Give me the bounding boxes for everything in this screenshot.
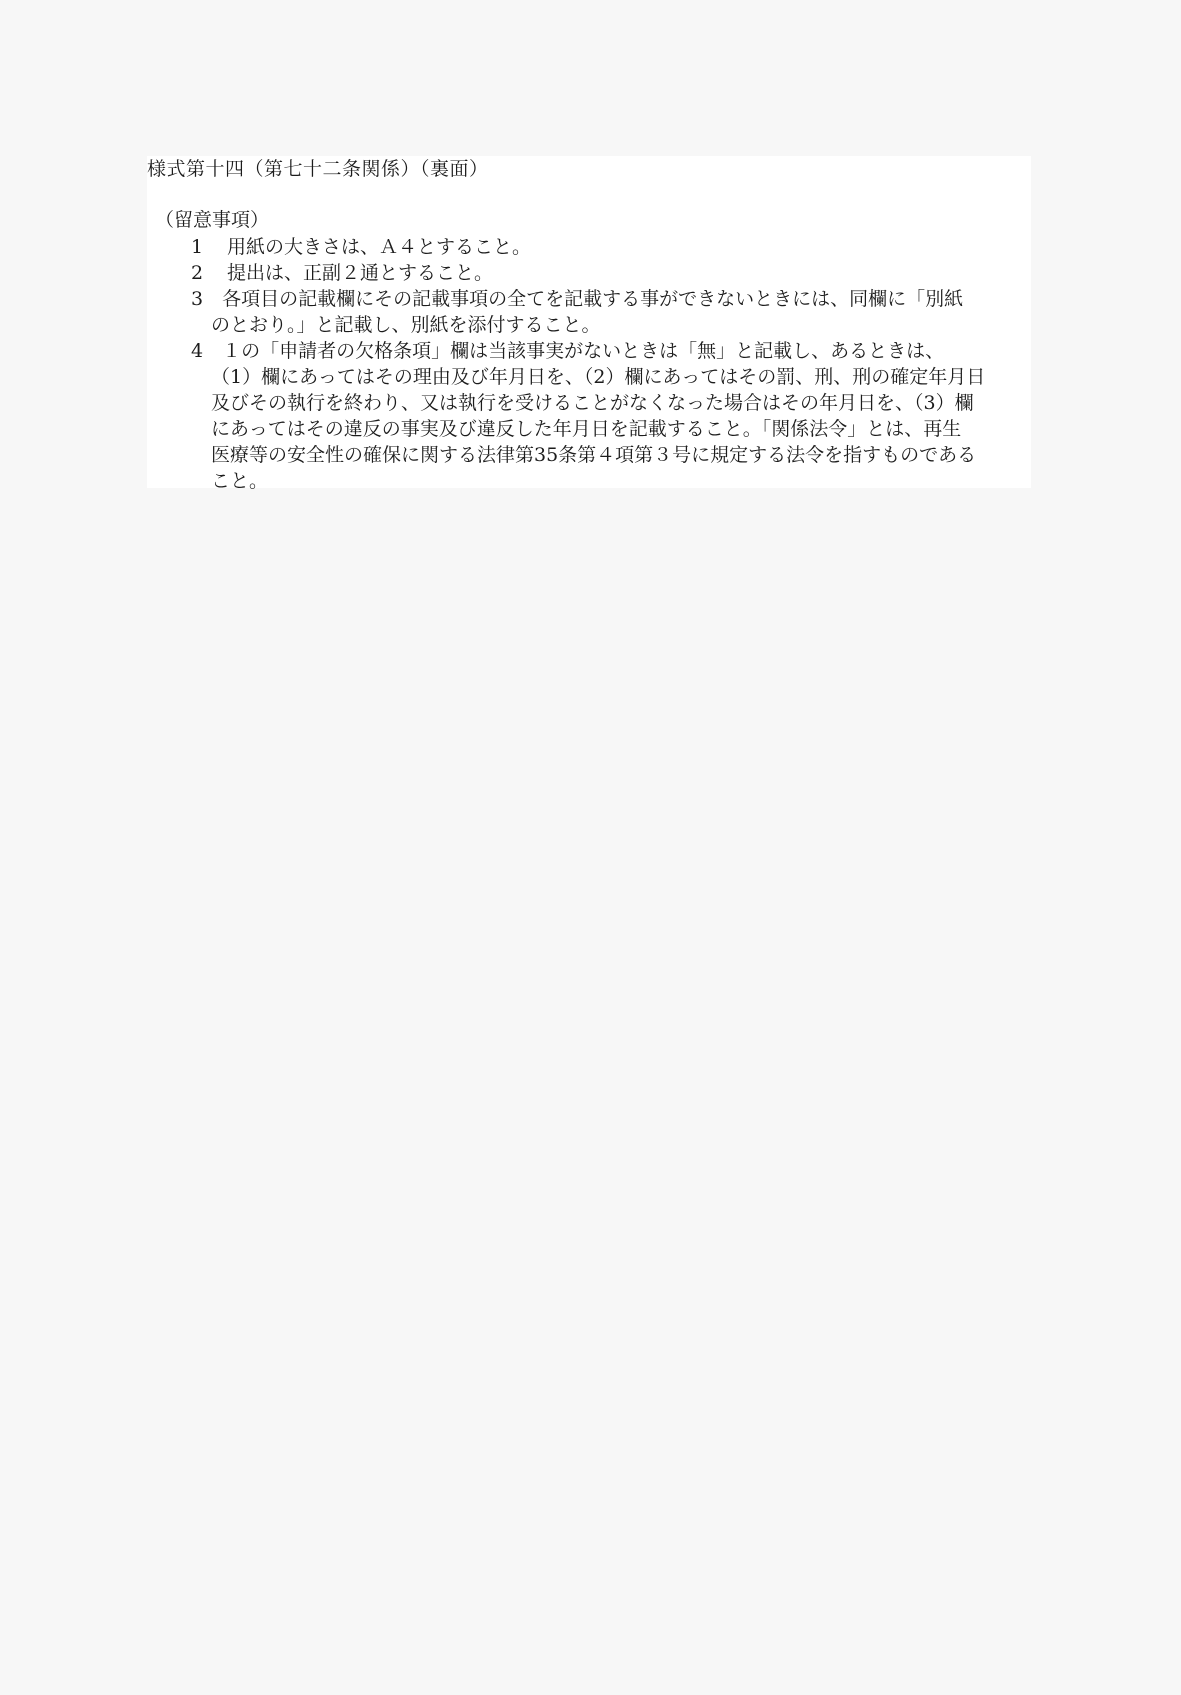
note-item-3 [191,286,1031,338]
note-number: 2 [191,262,204,284]
note-number: 1 [191,236,204,258]
note-line: にあってはその違反の事実及び違反した年月日を記載すること。「関係法令」とは、再生 [211,418,962,440]
note-item-1 [191,234,1031,260]
note-line: 医療等の安全性の確保に関する法律第35条第４項第３号に規定する法令を指すものである [211,444,977,466]
note-item-2 [191,260,1031,286]
note-line: 及びその執行を終わり、又は執行を受けることがなくなった場合はその年月日を、（3）欄 [211,392,974,414]
note-text [227,234,1031,260]
form-title: 様式第十四（第七十二条関係）（裏面） [147,158,489,180]
notes-heading: （留意事項） [155,209,270,231]
note-line: のとおり。」と記載し、別紙を添付すること。 [211,314,601,336]
note-line: （1）欄にあってはその理由及び年月日を、（2）欄にあってはその罰、刑、刑の確定年月日 [211,366,986,388]
note-text [227,260,1031,286]
note-line: 提出は、正副２通とすること。 [227,262,494,284]
note-item-4 [191,338,1031,494]
note-line: 3 各項目の記載欄にその記載事項の全てを記載する事ができないときには、同欄に「別紙 [191,288,964,310]
form-notes-section [147,156,1031,492]
note-text [191,338,1031,494]
note-line: 4 １の「申請者の欠格条項」欄は当該事実がないときは「無」と記載し、あるときは、 [191,340,945,362]
note-text [191,286,1031,338]
note-line: 用紙の大きさは、Ａ４とすること。 [227,236,532,258]
note-line: こと。 [211,470,269,492]
